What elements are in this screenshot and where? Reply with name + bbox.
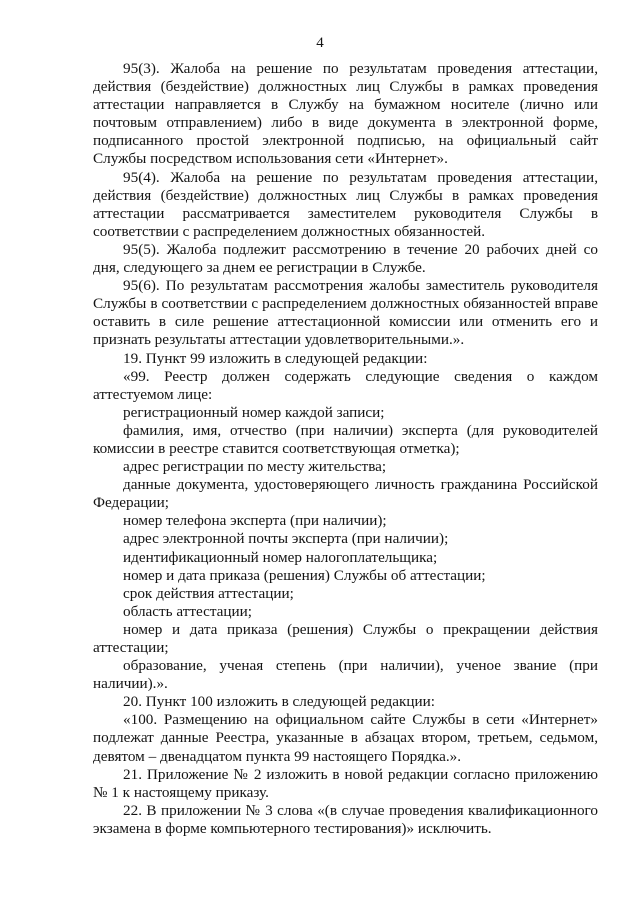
list-item: номер и дата приказа (решения) Службы о прекращении действия аттестации; (93, 620, 598, 656)
list-item: регистрационный номер каждой записи; (123, 403, 385, 421)
list-item: область аттестации; (123, 602, 253, 620)
list-item: номер телефона эксперта (при наличии); (123, 512, 387, 530)
paragraph-95-4: 95(4). Жалоба на решение по результатам проведения аттестации, действия (бездействие) должностных лиц Службы в рамках проведения аттестации рассматривается заместителем руководителя Службы в соответствии с распределением должностных обязанностей. (93, 168, 598, 240)
paragraph-95-6: 95(6). По результатам рассмотрения жалобы заместитель руководителя Службы в соответствии с распределением должностных обязанностей вправе оставить в силе решение аттестационной комиссии или отменить его и признать результаты аттестации удовлетворительными.». (93, 277, 598, 349)
paragraph-95-3: 95(3). Жалоба на решение по результатам проведения аттестации, действия (бездействие) должностных лиц Службы в рамках проведения аттестации направляется в Службу на бумажном носителе (лично или почтовым отправлением) либо в виде документа в электронной форме, подписанного простой электронной подписью, на официальный сайт Службы посредством использования сети «Интернет». (93, 60, 598, 168)
paragraph-99-intro: «99. Реестр должен содержать следующие сведения о каждом аттестуемом лице: (93, 367, 598, 403)
list-item: адрес регистрации по месту жительства; (123, 458, 387, 476)
list-item: номер и дата приказа (решения) Службы об аттестации; (123, 566, 486, 584)
paragraph-item-21: 21. Приложение № 2 изложить в новой редакции согласно приложению № 1 к настоящему приказу. (93, 765, 598, 801)
paragraph-95-5: 95(5). Жалоба подлежит рассмотрению в течение 20 рабочих дней со дня, следующего за днем ее регистрации в Службе. (93, 240, 598, 277)
paragraph-item-19: 19. Пункт 99 изложить в следующей редакции: (123, 349, 428, 367)
body-text (93, 60, 598, 838)
list-item: адрес электронной почты эксперта (при наличии); (123, 530, 449, 548)
list-item: фамилия, имя, отчество (при наличии) эксперта (для руководителей комиссии в реестре ставится соответствующая отметка); (93, 421, 598, 457)
list-item: образование, ученая степень (при наличии), ученое звание (при наличии).». (93, 657, 598, 693)
list-item: срок действия аттестации; (123, 584, 294, 602)
list-item: идентификационный номер налогоплательщика; (123, 548, 438, 566)
page-number: 4 (316, 35, 324, 51)
paragraph-100: «100. Размещению на официальном сайте Службы в сети «Интернет» подлежат данные Реестра, указанные в абзацах втором, третьем, седьмом, девятом – двенадцатом пункта 99 настоящего Порядка.». (93, 711, 598, 765)
paragraph-item-22: 22. В приложении № 3 слова «(в случае проведения квалификационного экзамена в форме компьютерного тестирования)» исключить. (93, 801, 598, 837)
list-item: данные документа, удостоверяющего личность гражданина Российской Федерации; (93, 476, 598, 512)
paragraph-item-20: 20. Пункт 100 изложить в следующей редакции: (123, 693, 436, 711)
